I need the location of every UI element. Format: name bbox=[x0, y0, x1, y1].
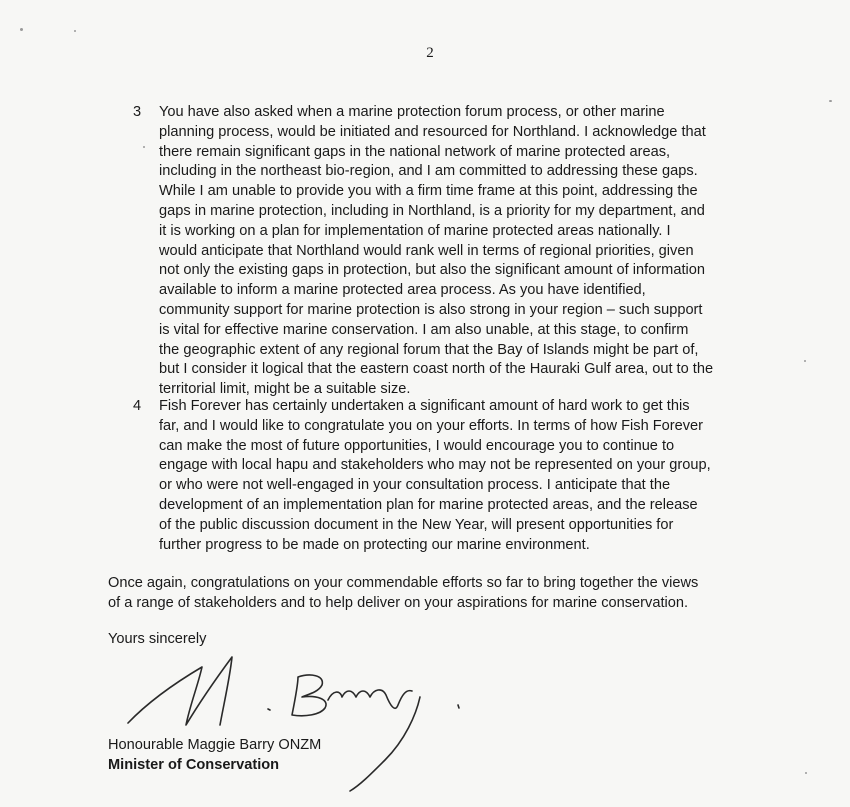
paragraph-4 bbox=[133, 397, 763, 555]
paragraph-body bbox=[159, 397, 763, 555]
paragraph-line: of the public discussion document in the New Year, will present opportunities for bbox=[159, 516, 674, 533]
paragraph-line: would anticipate that Northland would rank well in terms of regional priorities, given bbox=[159, 242, 694, 259]
paragraph-line: community support for marine protection is also strong in your region – such support bbox=[159, 301, 703, 318]
paragraph-line: territorial limit, might be a suitable size. bbox=[159, 381, 411, 398]
paragraph-line: engage with local hapu and stakeholders who may not be represented on your group, bbox=[159, 457, 711, 474]
scan-speck bbox=[805, 772, 807, 774]
paragraph-line: but I consider it logical that the eastern coast north of the Hauraki Gulf area, out to the bbox=[159, 361, 714, 378]
paragraph-body bbox=[159, 103, 763, 400]
scan-speck bbox=[829, 100, 832, 102]
paragraph-line: or who were not well-engaged in your consultation process. I anticipate that the bbox=[159, 477, 671, 494]
paragraph-line: including in the northeast bio-region, and I am committed to addressing these gaps. bbox=[159, 163, 698, 180]
paragraph-number: 4 bbox=[133, 398, 142, 414]
paragraph-line: planning process, would be initiated and resourced for Northland. I acknowledge that bbox=[159, 123, 706, 140]
paragraph-line: it is working on a plan for implementation of marine protected areas nationally. I bbox=[159, 222, 671, 239]
paragraph-line: Fish Forever has certainly undertaken a significant amount of hard work to get this bbox=[159, 398, 690, 414]
paragraph-line: You have also asked when a marine protection forum process, or other marine bbox=[159, 104, 665, 120]
paragraph-line: can make the most of future opportunities, I would encourage you to continue to bbox=[159, 437, 675, 454]
page-number: 2 bbox=[426, 45, 434, 61]
paragraph-line: gaps in marine protection, including in Northland, is a priority for my department, and bbox=[159, 202, 705, 219]
paragraph-line: further progress to be made on protecting our marine environment. bbox=[159, 536, 590, 553]
paragraph-3 bbox=[133, 103, 763, 400]
paragraph-line: there remain significant gaps in the national network of marine protected areas, bbox=[159, 143, 671, 160]
closing-line: Once again, congratulations on your commendable efforts so far to bring together the views bbox=[108, 575, 699, 591]
closing-line: of a range of stakeholders and to help deliver on your aspirations for marine conservation. bbox=[108, 594, 689, 611]
paragraph-line: far, and I would like to congratulate you on your efforts. In terms of how Fish Forever bbox=[159, 417, 704, 434]
salutation: Yours sincerely bbox=[108, 631, 207, 647]
paragraph-line: development of an implementation plan for marine protected areas, and the release bbox=[159, 496, 698, 513]
signatory-name: Honourable Maggie Barry ONZM bbox=[108, 737, 322, 753]
paragraph-line: available to inform a marine protected area process. As you have identified, bbox=[159, 282, 646, 299]
paragraph-line: not only the existing gaps in protection, but also the significant amount of information bbox=[159, 262, 705, 279]
scan-speck bbox=[20, 28, 23, 31]
paragraph-line: While I am unable to provide you with a firm time frame at this point, addressing the bbox=[159, 183, 698, 200]
signatory-title: Minister of Conservation bbox=[108, 757, 280, 773]
paragraph-line: is vital for effective marine conservation. I am also unable, at this stage, to confirm bbox=[159, 321, 689, 338]
scan-speck bbox=[74, 30, 76, 32]
paragraph-line: the geographic extent of any regional forum that the Bay of Islands might be part of, bbox=[159, 341, 699, 358]
paragraph-number: 3 bbox=[133, 104, 142, 120]
scan-speck bbox=[143, 146, 145, 148]
closing-paragraph bbox=[108, 574, 698, 614]
scan-speck bbox=[804, 360, 806, 362]
